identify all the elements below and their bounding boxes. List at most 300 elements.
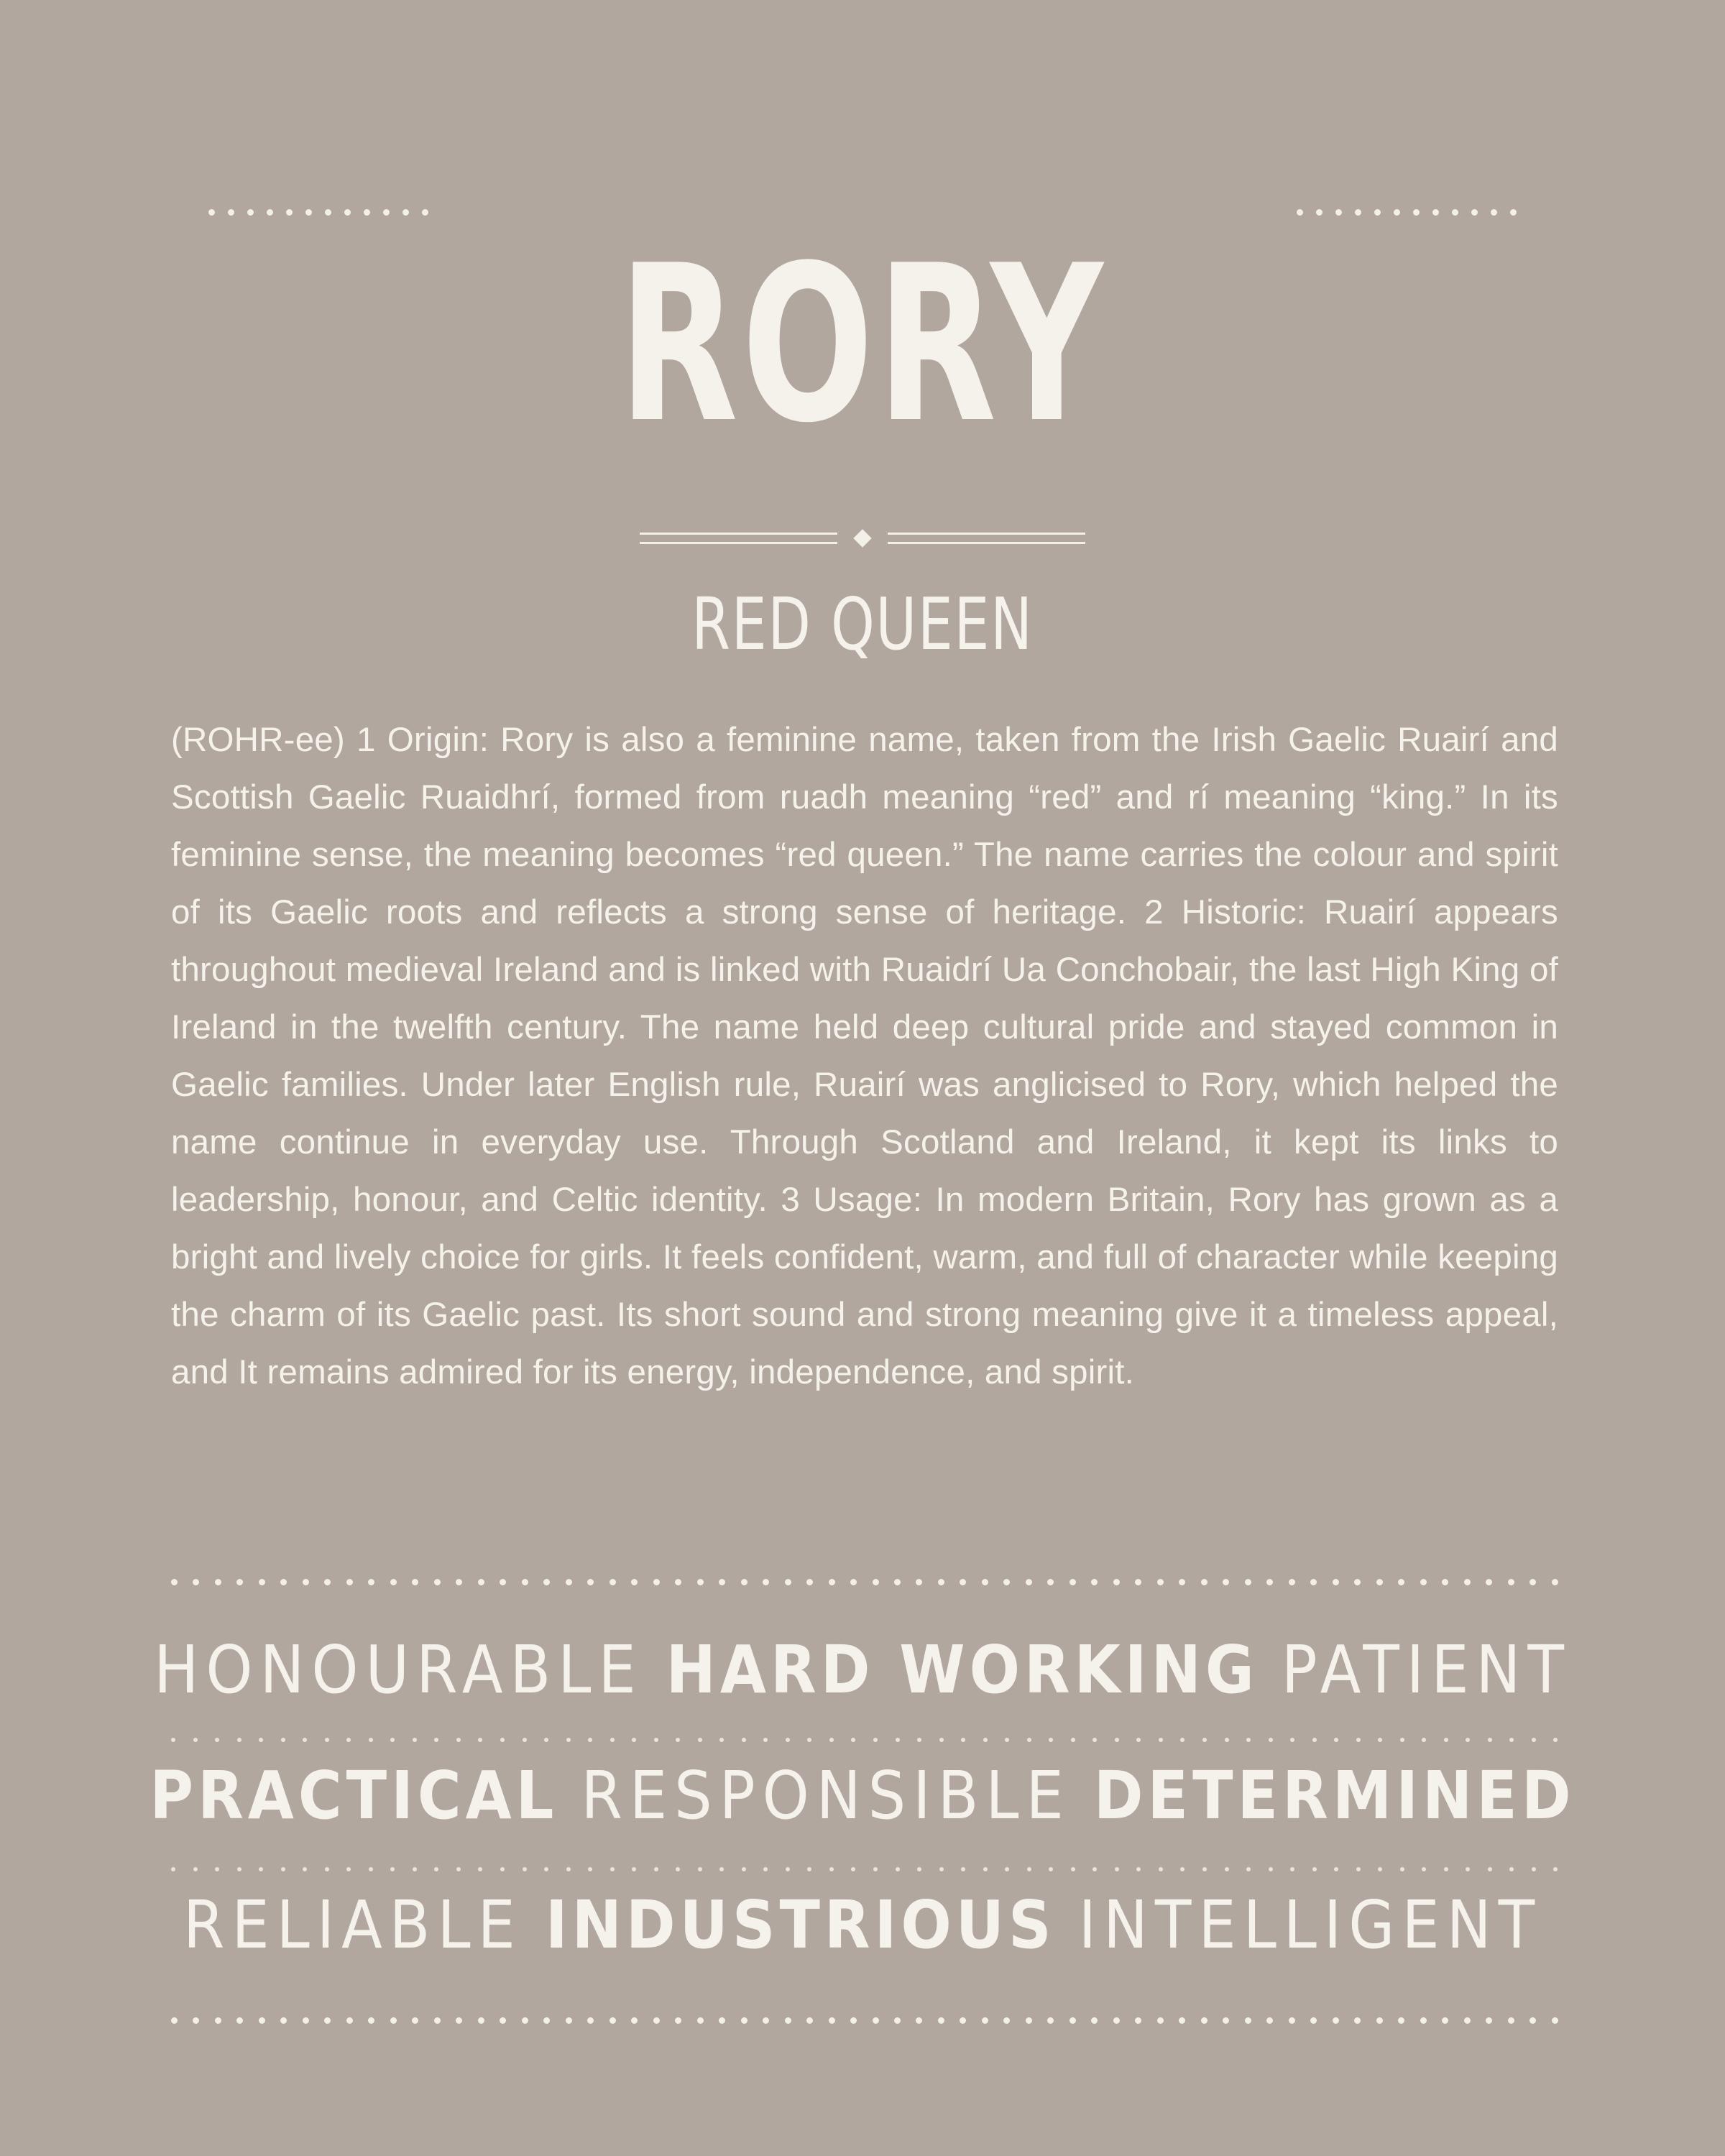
trait-word: RESPONSIBLE <box>581 1757 1071 1834</box>
dot <box>281 1738 285 1742</box>
dot <box>1026 1579 1032 1585</box>
dot <box>1486 1579 1492 1585</box>
dot <box>850 2017 857 2024</box>
dot <box>654 1738 658 1742</box>
dot <box>1334 1867 1338 1871</box>
dot <box>654 1867 658 1871</box>
dot <box>939 1738 944 1742</box>
dot <box>1071 1867 1075 1871</box>
dot <box>1202 1738 1207 1742</box>
custom-text-label <box>558 108 1167 109</box>
dot <box>1530 1579 1536 1585</box>
dot <box>1289 1579 1295 1585</box>
dot <box>807 1738 811 1742</box>
dot <box>523 1738 527 1742</box>
dot <box>500 1579 506 1585</box>
dot-rule-1 <box>171 1736 1558 1744</box>
dot <box>742 1738 746 1742</box>
dot <box>719 1738 724 1742</box>
dot <box>763 1579 769 1585</box>
dot <box>806 1579 813 1585</box>
dot <box>829 1867 834 1871</box>
dot <box>566 1867 571 1871</box>
dot <box>325 1738 329 1742</box>
dot <box>917 1867 921 1871</box>
dot <box>1005 1867 1009 1871</box>
dot <box>653 1579 660 1585</box>
dot <box>369 1867 373 1871</box>
dot <box>1553 1738 1558 1742</box>
dot <box>193 1867 198 1871</box>
dot <box>1201 1579 1208 1585</box>
dot <box>961 1738 965 1742</box>
dot <box>456 2017 462 2024</box>
dot <box>587 2017 594 2024</box>
dot <box>1488 1738 1492 1742</box>
dot <box>786 1738 790 1742</box>
dot <box>1157 1579 1164 1585</box>
dot <box>1136 1738 1141 1742</box>
dot <box>1552 2017 1558 2024</box>
dot <box>850 1579 857 1585</box>
dot <box>873 2017 879 2024</box>
dot <box>1398 2017 1404 2024</box>
dot <box>543 2017 550 2024</box>
dot <box>1510 209 1517 216</box>
dot <box>413 1867 417 1871</box>
dot <box>566 1738 571 1742</box>
dot <box>1070 2017 1076 2024</box>
dot <box>742 1867 746 1871</box>
dot <box>305 209 312 216</box>
dot <box>281 1867 285 1871</box>
dot <box>873 1579 879 1585</box>
dot <box>1113 1579 1120 1585</box>
dot <box>631 2017 638 2024</box>
dot <box>741 2017 748 2024</box>
dot <box>1027 1867 1031 1871</box>
dot <box>829 2017 835 2024</box>
dot <box>916 2017 922 2024</box>
dot <box>368 1579 374 1585</box>
dot <box>1091 1579 1098 1585</box>
dot <box>346 1867 351 1871</box>
dot <box>544 1867 548 1871</box>
trait-word: HONOURABLE <box>154 1631 643 1708</box>
dot <box>286 209 293 216</box>
dot <box>500 2017 506 2024</box>
dot <box>1297 209 1303 216</box>
dot <box>741 1579 748 1585</box>
dot <box>983 1738 988 1742</box>
trait-word: HARD WORKING <box>666 1631 1259 1708</box>
dot <box>324 2017 331 2024</box>
dot <box>171 1738 175 1742</box>
dot <box>303 1579 309 1585</box>
dot <box>500 1867 505 1871</box>
trait-word: PATIENT <box>1281 1631 1571 1708</box>
dot <box>478 1738 482 1742</box>
dot <box>434 1579 441 1585</box>
dot <box>422 209 428 216</box>
dot <box>983 1867 988 1871</box>
dot <box>1413 209 1420 216</box>
dot <box>1532 1738 1536 1742</box>
dot <box>763 1867 768 1871</box>
dot <box>1378 1738 1382 1742</box>
dot <box>236 1579 243 1585</box>
dot <box>1005 1738 1009 1742</box>
dot <box>1530 2017 1536 2024</box>
dot <box>1246 1738 1251 1742</box>
trait-word: PRACTICAL <box>150 1757 558 1834</box>
dot <box>1394 209 1400 216</box>
dot <box>1444 1867 1448 1871</box>
dot-rule-2 <box>171 1865 1558 1874</box>
dot <box>1202 1867 1207 1871</box>
dot <box>259 1867 263 1871</box>
dot <box>960 1579 966 1585</box>
dot <box>1136 1867 1141 1871</box>
dot <box>344 209 351 216</box>
dot <box>786 1867 790 1871</box>
dot <box>566 2017 572 2024</box>
dot <box>1159 1738 1163 1742</box>
svg-text:Custome Text Goes Here <box>558 108 1167 109</box>
dot <box>588 1867 592 1871</box>
traits-row-1 <box>0 1631 1725 1708</box>
dot <box>1310 2017 1317 2024</box>
dot <box>587 1579 594 1585</box>
dot <box>1312 1867 1317 1871</box>
dot <box>1092 1867 1097 1871</box>
dot <box>1464 1579 1471 1585</box>
dot <box>1333 1579 1339 1585</box>
dot <box>413 1738 417 1742</box>
dot <box>1491 209 1497 216</box>
trait-word: DETERMINED <box>1093 1757 1576 1834</box>
dot <box>390 1867 395 1871</box>
dot <box>364 209 370 216</box>
dot <box>523 1867 527 1871</box>
dot <box>938 2017 944 2024</box>
ornamental-divider <box>0 532 1725 545</box>
dot <box>1201 2017 1208 2024</box>
dot <box>610 2017 616 2024</box>
dot <box>1225 1867 1229 1871</box>
dot <box>412 2017 418 2024</box>
dot-rule-bottom <box>171 2016 1558 2024</box>
dot <box>1245 2017 1251 2024</box>
dot <box>873 1738 878 1742</box>
dot <box>719 1867 724 1871</box>
dot <box>1354 2017 1361 2024</box>
dot <box>1049 1738 1053 1742</box>
dot <box>697 1579 704 1585</box>
dot <box>215 1867 219 1871</box>
dot <box>544 1738 548 1742</box>
divider-bar-right <box>888 533 1085 544</box>
dot <box>237 1867 242 1871</box>
dot <box>259 1738 263 1742</box>
dot <box>1532 1867 1536 1871</box>
dot <box>1049 1867 1053 1871</box>
dot <box>1180 1738 1184 1742</box>
name-meaning: RED QUEEN <box>691 582 1034 666</box>
dot <box>1135 2017 1141 2024</box>
dot <box>500 1738 505 1742</box>
dot <box>303 1867 307 1871</box>
dot <box>917 1738 921 1742</box>
dot <box>1422 1738 1426 1742</box>
dot <box>829 1738 834 1742</box>
dot <box>1486 2017 1492 2024</box>
dot <box>1047 1579 1054 1585</box>
dot <box>522 2017 528 2024</box>
dot <box>698 1738 702 1742</box>
dot <box>280 1579 287 1585</box>
trait-word: INTELLIGENT <box>1078 1886 1542 1963</box>
dot-rule-top <box>171 1577 1558 1586</box>
dot <box>1464 2017 1471 2024</box>
dot <box>939 1867 944 1871</box>
dot <box>303 1738 307 1742</box>
dot <box>1245 1579 1251 1585</box>
dot <box>215 2017 221 2024</box>
dot <box>938 1579 944 1585</box>
dot <box>412 1579 418 1585</box>
dot <box>1400 1738 1404 1742</box>
dot <box>631 1579 638 1585</box>
dot <box>1290 1867 1294 1871</box>
dot <box>632 1867 636 1871</box>
dot <box>368 2017 374 2024</box>
dot <box>1266 2017 1273 2024</box>
dot <box>402 209 409 216</box>
dot <box>894 1579 901 1585</box>
dot <box>1442 1579 1448 1585</box>
dot <box>1003 2017 1010 2024</box>
dot <box>1508 2017 1514 2024</box>
dot <box>324 1579 331 1585</box>
dot <box>1398 1579 1404 1585</box>
dot <box>390 2017 397 2024</box>
dot <box>456 1867 461 1871</box>
dot <box>383 209 390 216</box>
traits-row-3 <box>0 1886 1725 1963</box>
dot <box>566 1579 572 1585</box>
dot <box>1466 1738 1470 1742</box>
dot <box>1508 1579 1514 1585</box>
dot <box>325 1867 329 1871</box>
dot <box>1070 1579 1076 1585</box>
dot <box>1420 1579 1427 1585</box>
dot <box>543 1579 550 1585</box>
dot <box>193 1738 198 1742</box>
dot <box>390 1579 397 1585</box>
dot <box>763 1738 768 1742</box>
dot <box>1509 1867 1514 1871</box>
dot <box>267 209 273 216</box>
dot <box>697 2017 704 2024</box>
dot <box>171 1579 178 1585</box>
dot <box>1159 1867 1163 1871</box>
dot <box>960 2017 966 2024</box>
dot <box>1113 2017 1120 2024</box>
dot <box>1027 1738 1031 1742</box>
traits-row-2 <box>0 1757 1725 1834</box>
dot <box>785 2017 791 2024</box>
dot <box>434 1867 438 1871</box>
dot <box>171 1867 175 1871</box>
description-text: (ROHR-ee) 1 Origin: Rory is also a feminine name, taken from the Irish Gaelic Ruairí and Scottish Gaelic Ruaidhrí, formed from ruadh meaning “red” and rí meaning “king.” In its feminine sense, the meaning becomes “red queen.” The name carries the colour and spirit of its Gaelic roots and reflects a strong sense of heritage. 2 Historic: Ruairí appears throughout medieval Ireland and is linked with Ruaidrí Ua Conchobair, the last High King of Ireland in the twelfth century. The name held deep cultural pride and stayed common in Gaelic families. Under later English rule, Ruairí was anglicised to Rory, which helped the name continue in everyday use. Through Scotland and Ireland, it kept its links to leadership, honour, and Celtic identity. 3 Usage: In modern Britain, Rory has grown as a bright and lively choice for girls. It feels confident, warm, and full of character while keeping the charm of its Gaelic past. Its short sound and strong meaning give it a timeless appeal, and It remains admired for its energy, independence, and spirit. <box>171 721 1558 1391</box>
dot <box>478 1579 484 1585</box>
dot <box>228 209 234 216</box>
dot <box>698 1867 702 1871</box>
dot <box>1420 2017 1427 2024</box>
dot <box>896 1867 900 1871</box>
dot <box>1378 1867 1382 1871</box>
dot <box>763 2017 769 2024</box>
dot <box>1115 1738 1119 1742</box>
dot <box>1157 2017 1164 2024</box>
dot <box>369 1738 373 1742</box>
dot <box>873 1867 878 1871</box>
dot <box>1376 2017 1383 2024</box>
dot <box>456 1579 462 1585</box>
dot <box>719 2017 725 2024</box>
dot <box>851 1738 855 1742</box>
dot <box>588 1738 592 1742</box>
dot <box>1376 1579 1383 1585</box>
dot <box>807 1867 811 1871</box>
dot <box>675 1579 681 1585</box>
dot <box>1092 1738 1097 1742</box>
divider-bar-left <box>640 533 837 544</box>
dot <box>1552 1579 1558 1585</box>
dot <box>1312 1738 1317 1742</box>
dot <box>1091 2017 1098 2024</box>
dot <box>1442 2017 1448 2024</box>
dot <box>236 2017 243 2024</box>
dot <box>1223 1579 1229 1585</box>
dot <box>1225 1738 1229 1742</box>
dot <box>676 1738 680 1742</box>
dot <box>1509 1738 1514 1742</box>
dot <box>1180 1867 1184 1871</box>
dot <box>1356 1738 1361 1742</box>
dot <box>806 2017 813 2024</box>
dot <box>522 1579 528 1585</box>
dot <box>1444 1738 1448 1742</box>
dot <box>1488 1867 1492 1871</box>
dot <box>1355 209 1361 216</box>
dot <box>1290 1738 1294 1742</box>
dot <box>1334 1738 1338 1742</box>
dot <box>1026 2017 1032 2024</box>
dot <box>1354 1579 1361 1585</box>
dot <box>1432 209 1439 216</box>
dot <box>259 1579 265 1585</box>
dot <box>1269 1738 1273 1742</box>
dot <box>1246 1867 1251 1871</box>
dot <box>610 1738 615 1742</box>
dot <box>1289 2017 1295 2024</box>
dot <box>171 2017 178 2024</box>
dot <box>303 2017 309 2024</box>
dot <box>346 1738 351 1742</box>
dot <box>259 2017 265 2024</box>
dot <box>632 1738 636 1742</box>
dot <box>1003 1579 1010 1585</box>
dot <box>215 1738 219 1742</box>
dot <box>961 1867 965 1871</box>
dot <box>215 1579 221 1585</box>
dot <box>1179 2017 1185 2024</box>
dot <box>193 2017 199 2024</box>
dot <box>1356 1867 1361 1871</box>
dot <box>390 1738 395 1742</box>
dot <box>829 1579 835 1585</box>
dot <box>208 209 215 216</box>
dot <box>193 1579 199 1585</box>
dot <box>675 2017 681 2024</box>
dot <box>478 1867 482 1871</box>
dot <box>247 209 254 216</box>
dot <box>346 1579 353 1585</box>
trait-word: RELIABLE <box>183 1886 523 1963</box>
dot <box>325 209 331 216</box>
dot <box>456 1738 461 1742</box>
dot <box>1266 1579 1273 1585</box>
dot <box>1422 1867 1426 1871</box>
dot <box>434 2017 441 2024</box>
dot <box>851 1867 855 1871</box>
dot <box>1135 1579 1141 1585</box>
diamond-icon <box>853 529 871 547</box>
dot <box>1269 1867 1273 1871</box>
dot <box>1466 1867 1470 1871</box>
dot <box>719 1579 725 1585</box>
dot <box>982 1579 988 1585</box>
dot <box>1335 209 1342 216</box>
dot <box>1115 1867 1119 1871</box>
trait-word: INDUSTRIOUS <box>545 1886 1056 1963</box>
dot <box>896 1738 900 1742</box>
dot <box>610 1867 615 1871</box>
dot <box>1179 1579 1185 1585</box>
dot <box>610 1579 616 1585</box>
dot <box>1316 209 1322 216</box>
dot <box>434 1738 438 1742</box>
dot <box>1452 209 1458 216</box>
dot <box>478 2017 484 2024</box>
dot <box>1223 2017 1229 2024</box>
page-title: RORY <box>618 219 1107 470</box>
dot <box>237 1738 242 1742</box>
dot <box>1047 2017 1054 2024</box>
dot <box>1310 1579 1317 1585</box>
dot <box>1400 1867 1404 1871</box>
dot <box>1333 2017 1339 2024</box>
dot <box>1374 209 1381 216</box>
dot <box>1471 209 1478 216</box>
dot <box>653 2017 660 2024</box>
dot <box>280 2017 287 2024</box>
dot <box>894 2017 901 2024</box>
dot <box>785 1579 791 1585</box>
dot <box>916 1579 922 1585</box>
